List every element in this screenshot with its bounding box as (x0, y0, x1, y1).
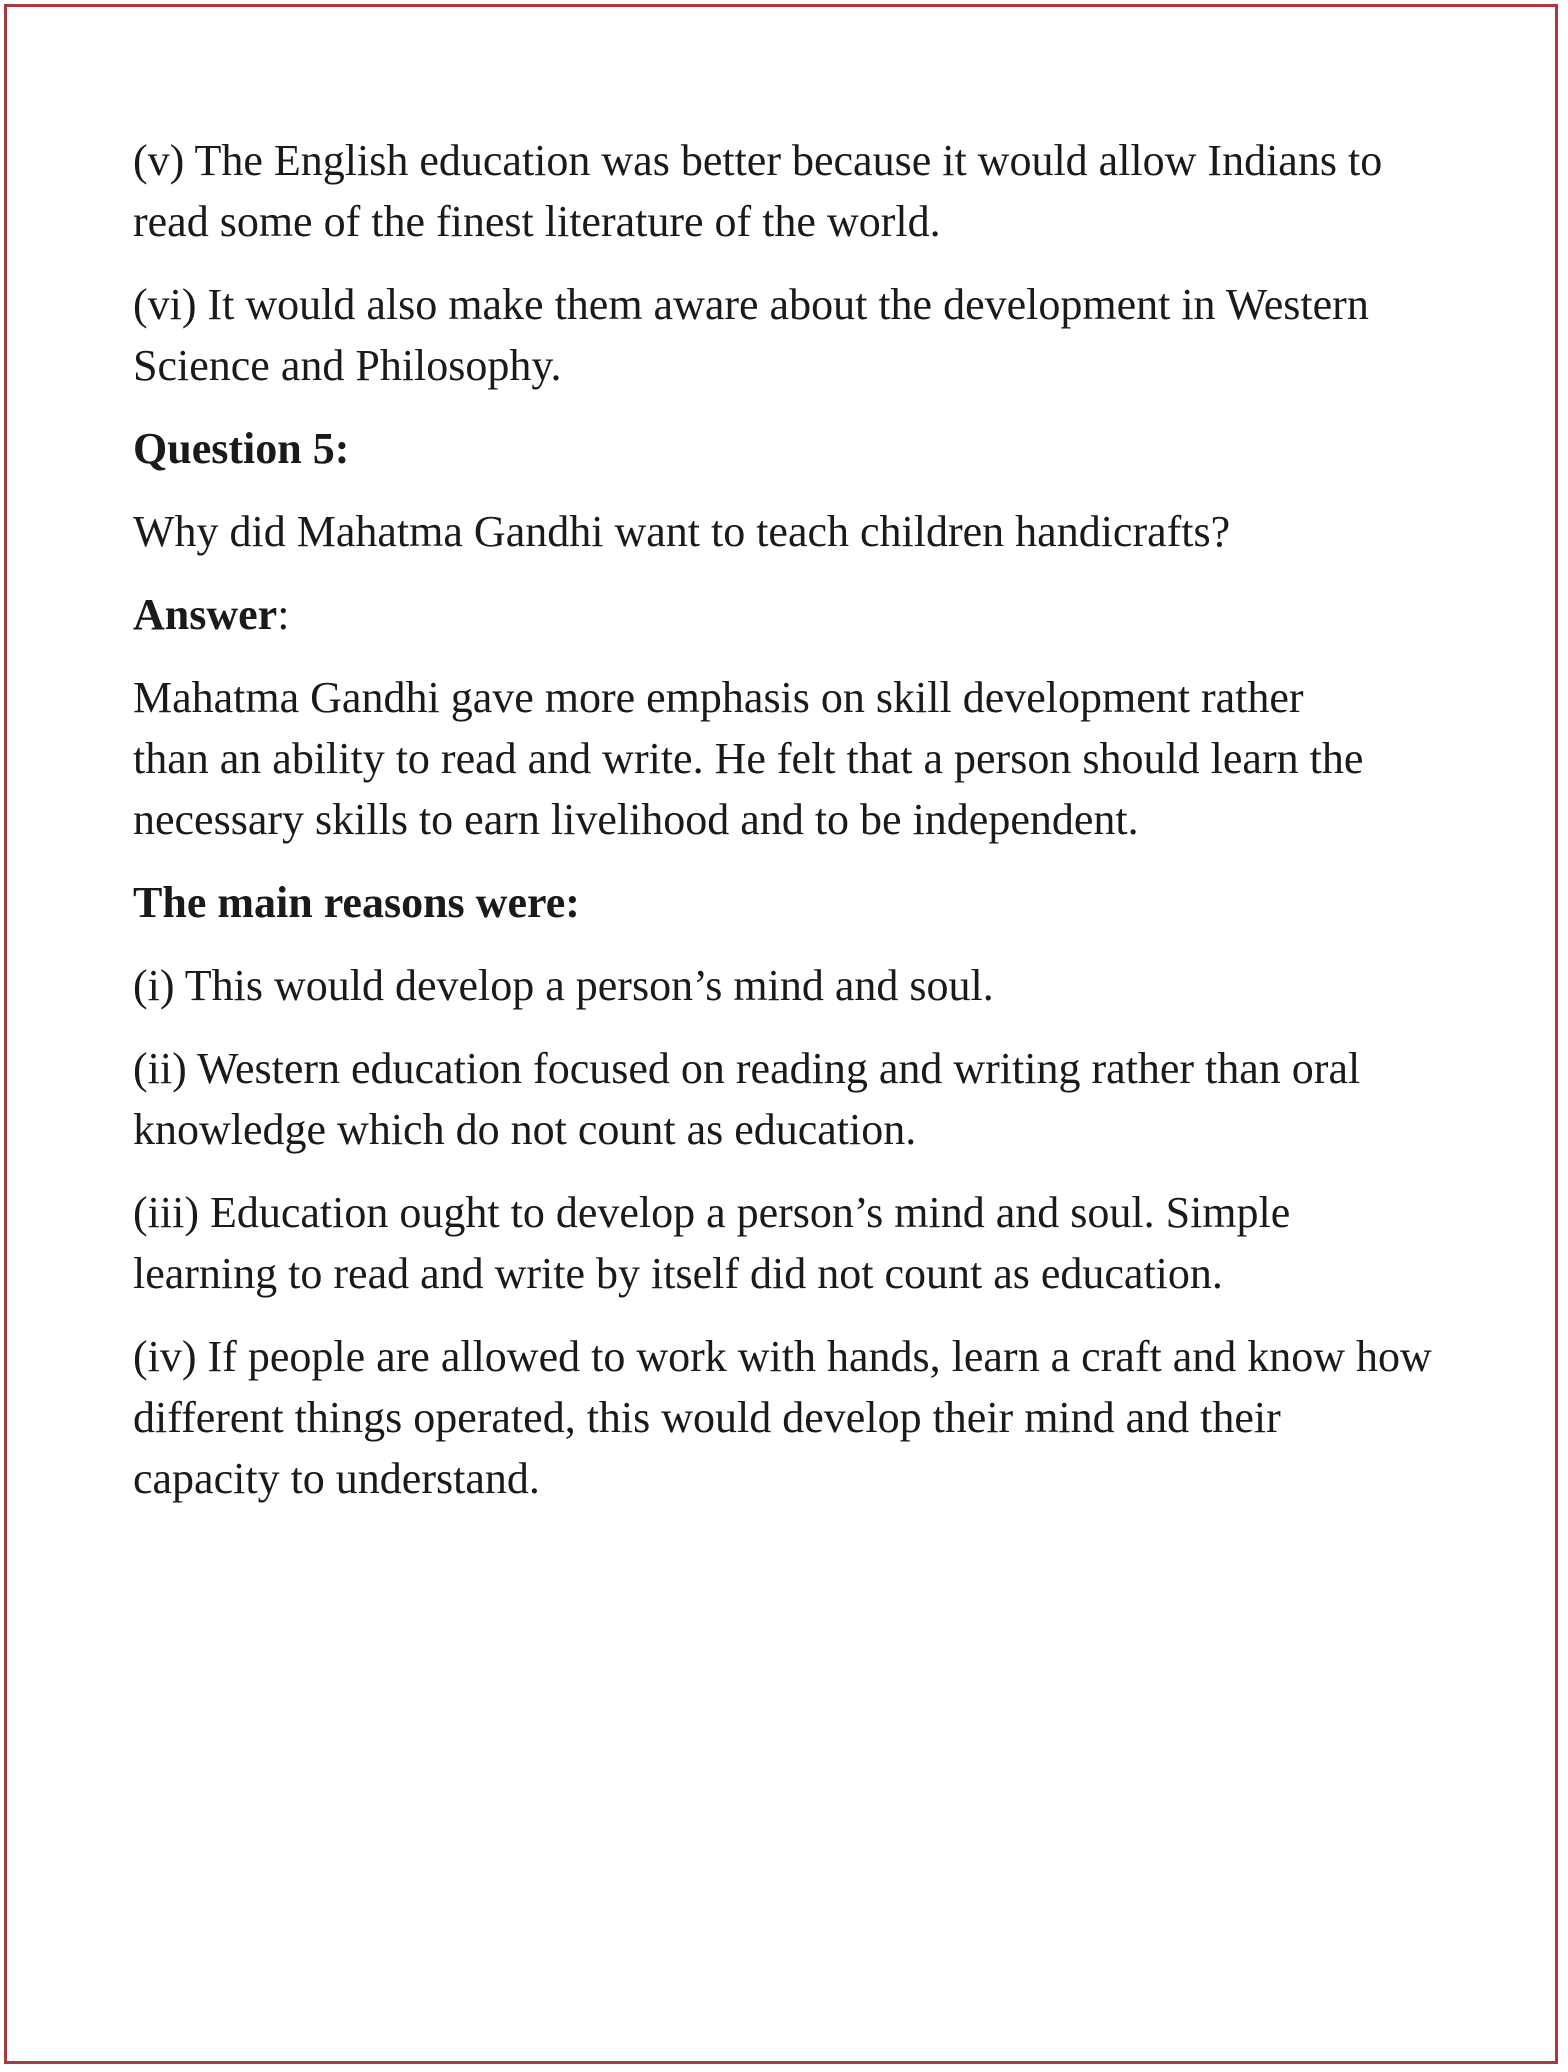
reasons-heading: The main reasons were: (133, 878, 580, 927)
reason-iii: (iii) Education ought to develop a person’s mind and soul. Simple learning to read and write by itself did not count as education. (133, 1188, 1291, 1298)
answer-text: Mahatma Gandhi gave more emphasis on skill development rather than an ability to read and write. He felt that a person should learn the necessary skills to earn livelihood and to be independent. (133, 673, 1364, 844)
answer-label-colon: : (277, 590, 290, 639)
document-body (133, 130, 1463, 1531)
point-vi: (vi) It would also make them aware about the development in Western Science and Philosophy. (133, 280, 1369, 390)
answer-label-bold: Answer (133, 590, 278, 639)
answer-label (133, 584, 1463, 645)
point-v: (v) The English education was better because it would allow Indians to read some of the finest literature of the world. (133, 136, 1383, 246)
question-heading: Question 5: (133, 424, 350, 473)
question-text: Why did Mahatma Gandhi want to teach children handicrafts? (133, 507, 1231, 556)
reason-i: (i) This would develop a person’s mind and soul. (133, 961, 994, 1010)
reason-iv: (iv) If people are allowed to work with hands, learn a craft and know how different things operated, this would develop their mind and their capacity to understand. (133, 1332, 1432, 1503)
reason-ii: (ii) Western education focused on reading and writing rather than oral knowledge which do not count as education. (133, 1044, 1361, 1154)
